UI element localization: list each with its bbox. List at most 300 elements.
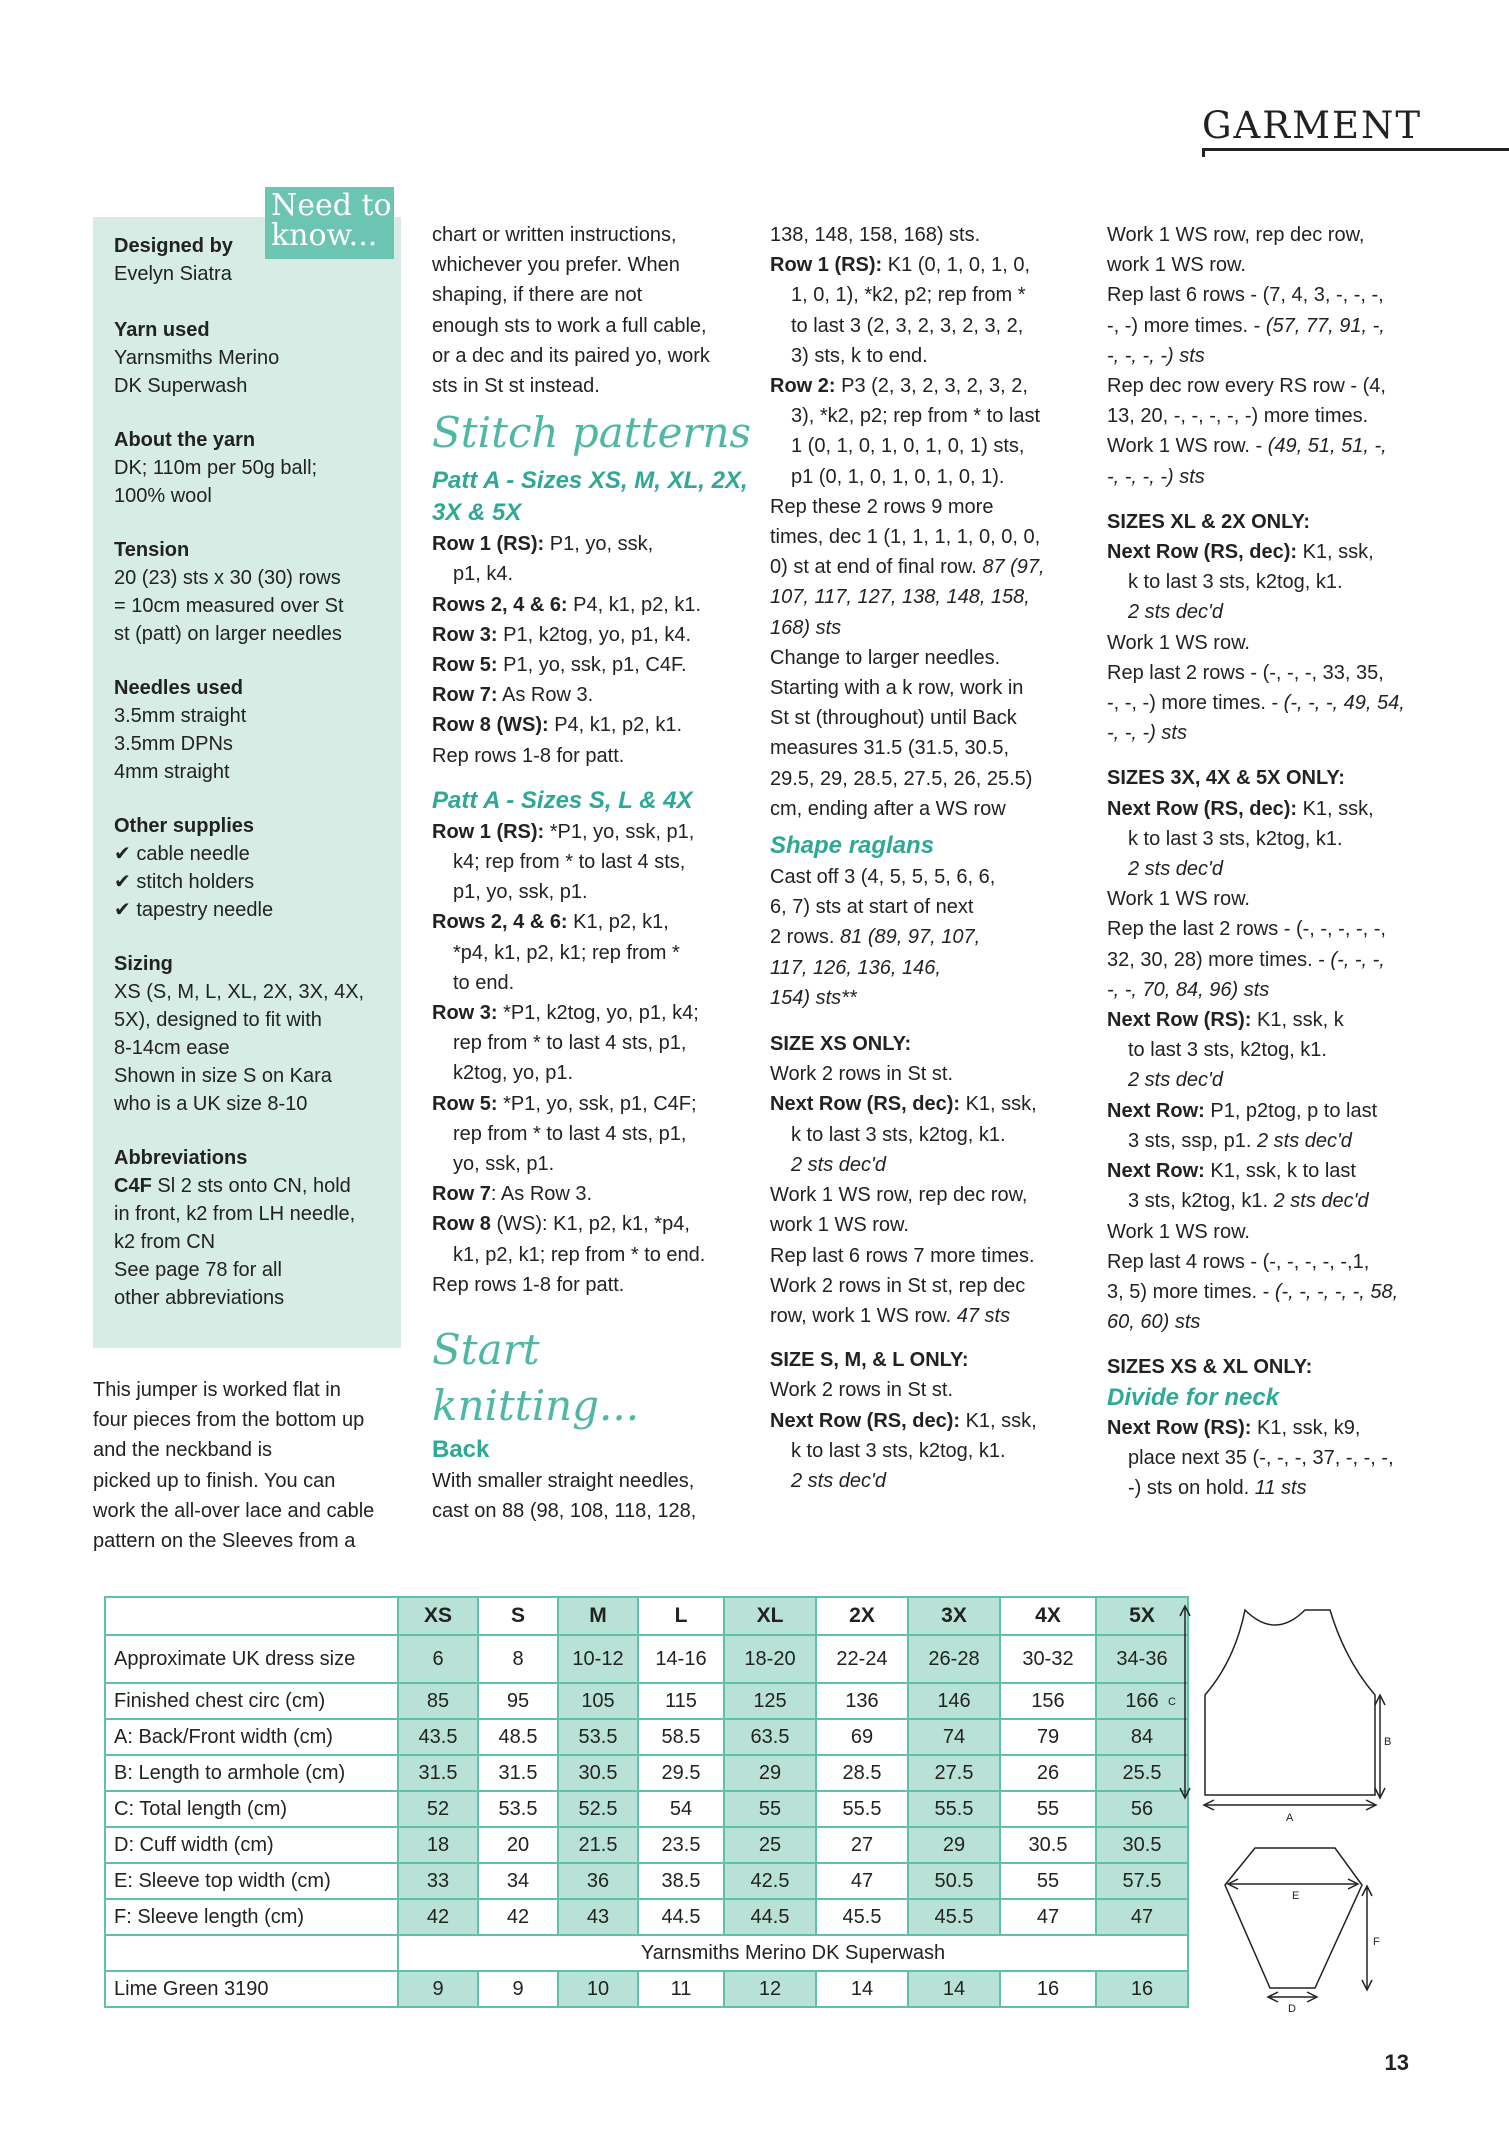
row-label: Next Row (RS, dec): [770, 1093, 961, 1116]
table-cell: 27 [816, 1827, 908, 1863]
table-cell: 27.5 [908, 1755, 1000, 1791]
row-header: D: Cuff width (cm) [105, 1827, 398, 1863]
table-cell: 22-24 [816, 1635, 908, 1683]
body-line: Change to larger needles. [770, 646, 1001, 669]
table-cell: 38.5 [638, 1863, 724, 1899]
tension-block [114, 536, 344, 648]
tension-value: = 10cm measured over St [114, 595, 344, 617]
table-cell: 31.5 [398, 1755, 478, 1791]
body-line: 0) st at end of final row. [770, 556, 983, 579]
row-text: p1, k4. [453, 563, 514, 586]
table-cell: 79 [1000, 1719, 1096, 1755]
body-line: Rep rows 1-8 for patt. [432, 744, 625, 767]
size-header: S [478, 1597, 558, 1635]
size-sml-heading: SIZE S, M, & L ONLY: [770, 1349, 969, 1372]
table-cell: 9 [478, 1971, 558, 2007]
body-line: -, -, -) more times. - [1107, 692, 1284, 715]
row-text: P1, yo, ssk, [544, 533, 654, 556]
body-line: Rep last 6 rows - (7, 4, 3, -, -, -, [1107, 284, 1384, 307]
designed-label: Designed by [114, 235, 233, 257]
intro-line: This jumper is worked flat in [93, 1379, 341, 1401]
table-cell: 57.5 [1096, 1863, 1188, 1899]
table-cell: 54 [638, 1791, 724, 1827]
row-text: P4, k1, p2, k1. [567, 593, 702, 616]
row-label: Next Row (RS, dec): [1107, 797, 1298, 820]
abbr-text: k2 from CN [114, 1231, 216, 1253]
label-b: B [1384, 1736, 1392, 1748]
row-label: Next Row: [1107, 1099, 1205, 1122]
table-cell: 14 [816, 1971, 908, 2007]
body-line: Work 1 WS row. - [1107, 435, 1268, 458]
row-text: k4; rep from * to last 4 sts, [453, 851, 686, 874]
body-line: Work 2 rows in St st. [770, 1063, 954, 1086]
table-cell: 29 [908, 1827, 1000, 1863]
row-text: K1, p2, k1, [567, 911, 669, 934]
row-text: k to last 3 sts, k2tog, k1. [1128, 571, 1343, 594]
row-label: Next Row (RS): [1107, 1009, 1252, 1032]
row-label: Row 1 (RS): [432, 533, 545, 556]
column-1 [432, 220, 752, 1527]
row-text: K1, ssk, k9, [1251, 1416, 1361, 1439]
table-row [105, 1755, 1188, 1791]
sizing-text: who is a UK size 8-10 [114, 1093, 308, 1115]
row-label: Row 3: [432, 623, 498, 646]
intro-line: pattern on the Sleeves from a [93, 1530, 356, 1553]
row-text: P1, p2tog, p to last [1204, 1099, 1378, 1122]
table-cell: 6 [398, 1635, 478, 1683]
table-cell: 48.5 [478, 1719, 558, 1755]
table-cell: 34-36 [1096, 1635, 1188, 1683]
about-label: About the yarn [114, 429, 256, 451]
body-line: 2 rows. [770, 926, 841, 949]
abbreviations-label: Abbreviations [114, 1147, 248, 1169]
row-label: Rows 2, 4 & 6: [432, 593, 568, 616]
table-cell: 52 [398, 1791, 478, 1827]
body-line: Rep dec row every RS row - (4, [1107, 375, 1386, 398]
body-line: measures 31.5 (31.5, 30.5, [770, 737, 1010, 760]
table-cell: 52.5 [558, 1791, 638, 1827]
row-text: K1, ssk, [960, 1093, 1037, 1116]
row-text: to last 3 (2, 3, 2, 3, 2, 3, 2, [791, 314, 1024, 337]
size-header: 2X [816, 1597, 908, 1635]
row-text: to end. [453, 971, 515, 994]
body-line: Work 1 WS row, rep dec row, [1107, 224, 1365, 246]
stitch-count: 87 (97, [982, 556, 1045, 579]
table-cell: 105 [558, 1683, 638, 1719]
table-cell: 85 [398, 1683, 478, 1719]
shape-raglans-heading: Shape raglans [770, 832, 935, 860]
table-cell: 18-20 [724, 1635, 816, 1683]
stitch-count: 2 sts dec'd [1273, 1190, 1369, 1213]
row-label: Row 5: [432, 654, 498, 677]
table-cell: 34 [478, 1863, 558, 1899]
row-text: 3 sts, ssp, p1. [1128, 1129, 1257, 1152]
row-header: A: Back/Front width (cm) [105, 1719, 398, 1755]
sizes-3x-heading: SIZES 3X, 4X & 5X ONLY: [1107, 767, 1345, 790]
table-cell: 95 [478, 1683, 558, 1719]
size-header: XL [724, 1597, 816, 1635]
table-cell: 30.5 [558, 1755, 638, 1791]
section-title: GARMENT [1202, 104, 1423, 147]
table-cell: 16 [1096, 1971, 1188, 2007]
size-xs-heading: SIZE XS ONLY: [770, 1033, 912, 1056]
body-line: 32, 30, 28) more times. - [1107, 948, 1331, 971]
table-cell: 115 [638, 1683, 724, 1719]
stitch-count: -, -, -, -) sts [1107, 344, 1205, 367]
start-knitting-heading: Start knitting... [432, 1325, 640, 1431]
row-text: P4, k1, p2, k1. [548, 714, 683, 737]
column-2 [770, 220, 1090, 1496]
table-cell: 20 [478, 1827, 558, 1863]
row-text: 3 sts, k2tog, k1. [1128, 1190, 1274, 1213]
row-text: yo, ssk, p1. [453, 1153, 555, 1176]
table-cell: 21.5 [558, 1827, 638, 1863]
supply-item: ✔ tapestry needle [114, 899, 274, 921]
table-row [105, 1827, 1188, 1863]
row-text: p1, yo, ssk, p1. [453, 881, 588, 904]
table-cell: 29.5 [638, 1755, 724, 1791]
table-cell: 14-16 [638, 1635, 724, 1683]
needles-label: Needles used [114, 677, 243, 699]
body-line: Rep the last 2 rows - (-, -, -, -, -, [1107, 918, 1386, 941]
sizing-text: XS (S, M, L, XL, 2X, 3X, 4X, [114, 981, 365, 1003]
table-row [105, 1635, 1188, 1683]
yarn-header: Yarnsmiths Merino DK Superwash [398, 1935, 1188, 1971]
row-text: 3) sts, k to end. [791, 344, 928, 367]
body-line: Work 1 WS row. [1107, 1220, 1250, 1243]
row-text: k1, p2, k1; rep from * to end. [453, 1243, 706, 1266]
page-number: 13 [1384, 2050, 1409, 2075]
body-line: Work 1 WS row. [1107, 631, 1250, 654]
table-cell: 25 [724, 1827, 816, 1863]
table-cell: 45.5 [816, 1899, 908, 1935]
row-text: *P1, yo, ssk, p1, [544, 820, 695, 843]
row-text: k2tog, yo, p1. [453, 1062, 574, 1085]
label-f: F [1373, 1936, 1380, 1948]
row-label: Row 1 (RS): [432, 820, 545, 843]
table-cell: 23.5 [638, 1827, 724, 1863]
about-value: DK; 110m per 50g ball; [114, 457, 318, 479]
row-header: F: Sleeve length (cm) [105, 1899, 398, 1935]
yarn-row [105, 1971, 1188, 2007]
table-cell: 30.5 [1000, 1827, 1096, 1863]
row-header: Lime Green 3190 [105, 1971, 398, 2007]
divide-for-neck-heading: Divide for neck [1107, 1383, 1280, 1411]
row-text: rep from * to last 4 sts, p1, [453, 1122, 687, 1145]
body-line: 6, 7) sts at start of next [770, 896, 974, 919]
abbr-text: Sl 2 sts onto CN, hold [151, 1175, 351, 1197]
body-line: St st (throughout) until Back [770, 707, 1017, 730]
row-label: Row 3: [432, 1002, 498, 1025]
intro-text [93, 1375, 413, 1556]
stitch-count: (-, -, -, [1330, 948, 1385, 971]
label-d: D [1288, 2003, 1296, 2015]
patt-a-heading: Patt A - Sizes XS, M, XL, 2X, 3X & 5X [432, 467, 748, 527]
table-row [105, 1899, 1188, 1935]
back-heading: Back [432, 1436, 490, 1464]
stitch-count: 2 sts dec'd [791, 1153, 886, 1176]
abbreviations-block [114, 1144, 355, 1312]
row-header: C: Total length (cm) [105, 1791, 398, 1827]
sizing-text: 5X), designed to fit with [114, 1009, 322, 1031]
body-line: -, -) more times. - [1107, 314, 1266, 337]
need-to-know-badge: Need to know... [265, 187, 394, 259]
stitch-count: (57, 77, 91, -, [1265, 314, 1385, 337]
table-row [105, 1791, 1188, 1827]
row-label: Row 7 [432, 1183, 491, 1206]
intro-line: picked up to finish. You can [93, 1469, 336, 1492]
sizes-xl-heading: SIZES XL & 2X ONLY: [1107, 510, 1311, 533]
row-label: Next Row (RS, dec): [1107, 541, 1298, 564]
body-line: times, dec 1 (1, 1, 1, 1, 0, 0, 0, [770, 526, 1041, 549]
row-text: P1, k2tog, yo, p1, k4. [497, 623, 692, 646]
body-line: 138, 148, 158, 168) sts. [770, 224, 981, 246]
row-text: k to last 3 sts, k2tog, k1. [791, 1123, 1006, 1146]
body-line: enough sts to work a full cable, [432, 314, 707, 337]
stitch-count: 2 sts dec'd [1128, 601, 1223, 624]
table-cell: 55.5 [816, 1791, 908, 1827]
table-cell: 63.5 [724, 1719, 816, 1755]
body-line: whichever you prefer. When [432, 254, 680, 277]
tension-value: st (patt) on larger needles [114, 623, 342, 645]
table-cell: 55 [724, 1791, 816, 1827]
body-line: 29.5, 29, 28.5, 27.5, 26, 25.5) [770, 767, 1033, 790]
body-outline [1205, 1610, 1375, 1795]
header-rule-tick [1202, 148, 1205, 157]
stitch-count: 2 sts dec'd [1128, 858, 1223, 881]
size-header: 3X [908, 1597, 1000, 1635]
row-label: Next Row (RS): [1107, 1416, 1252, 1439]
table-cell: 31.5 [478, 1755, 558, 1791]
table-cell: 74 [908, 1719, 1000, 1755]
body-line: 3, 5) more times. - [1107, 1280, 1275, 1303]
table-cell: 53.5 [558, 1719, 638, 1755]
table-cell: 156 [1000, 1683, 1096, 1719]
table-cell: 25.5 [1096, 1755, 1188, 1791]
table-cell: 26-28 [908, 1635, 1000, 1683]
table-cell: 55 [1000, 1791, 1096, 1827]
row-text: *P1, yo, ssk, p1, C4F; [497, 1092, 697, 1115]
size-table [104, 1596, 1189, 2008]
row-text: K1, ssk, [960, 1409, 1037, 1432]
body-line: work 1 WS row. [770, 1214, 909, 1237]
body-line: work 1 WS row. [1107, 254, 1246, 277]
body-line: or a dec and its paired yo, work [432, 344, 710, 367]
table-cell: 9 [398, 1971, 478, 2007]
row-text: P1, yo, ssk, p1, C4F. [497, 654, 687, 677]
size-header: XS [398, 1597, 478, 1635]
row-header: Approximate UK dress size [105, 1635, 398, 1683]
stitch-count: (-, -, -, -, -, 58, [1274, 1280, 1399, 1303]
body-line: 13, 20, -, -, -, -, -) more times. [1107, 405, 1369, 428]
table-cell: 30.5 [1096, 1827, 1188, 1863]
table-row [105, 1719, 1188, 1755]
table-cell: 42 [398, 1899, 478, 1935]
table-cell: 8 [478, 1635, 558, 1683]
body-line: Rep last 6 rows 7 more times. [770, 1244, 1035, 1267]
designer-block [114, 232, 233, 288]
row-text: *p4, k1, p2, k1; rep from * [453, 941, 680, 964]
body-line: Rep these 2 rows 9 more [770, 495, 994, 518]
row-text: 1, 0, 1), *k2, p2; rep from * [791, 284, 1026, 307]
row-label: Row 1 (RS): [770, 254, 883, 277]
yarn-label: Yarn used [114, 319, 210, 341]
row-text: K1, ssk, [1297, 541, 1374, 564]
size-header: 5X [1096, 1597, 1188, 1635]
row-text: -) sts on hold. [1128, 1476, 1255, 1499]
stitch-count: -, -, -) sts [1107, 722, 1187, 745]
row-header: B: Length to armhole (cm) [105, 1755, 398, 1791]
table-cell: 50.5 [908, 1863, 1000, 1899]
table-cell [105, 1597, 398, 1635]
label-c: C [1168, 1696, 1176, 1708]
sizes-xs-xl-heading: SIZES XS & XL ONLY: [1107, 1356, 1313, 1379]
table-cell: 58.5 [638, 1719, 724, 1755]
table-cell: 56 [1096, 1791, 1188, 1827]
table-cell: 43 [558, 1899, 638, 1935]
intro-line: and the neckband is [93, 1439, 273, 1462]
stitch-count: 60, 60) sts [1107, 1311, 1201, 1334]
row-text: K1, ssk, k [1251, 1009, 1344, 1032]
table-cell: 42.5 [724, 1863, 816, 1899]
row-header: Finished chest circ (cm) [105, 1683, 398, 1719]
stitch-count: 2 sts dec'd [1256, 1129, 1352, 1152]
body-line: row, work 1 WS row. [770, 1304, 957, 1327]
column-3 [1107, 220, 1437, 1503]
table-cell: 47 [1096, 1899, 1188, 1935]
table-cell: 55.5 [908, 1791, 1000, 1827]
row-label: Row 8 [432, 1213, 491, 1236]
body-line: Work 2 rows in St st. [770, 1379, 954, 1402]
table-cell: 28.5 [816, 1755, 908, 1791]
row-text: K1, ssk, k to last [1204, 1160, 1356, 1183]
row-label: Rows 2, 4 & 6: [432, 911, 568, 934]
table-cell: 45.5 [908, 1899, 1000, 1935]
body-line: cast on 88 (98, 108, 118, 128, [432, 1500, 697, 1523]
size-header: 4X [1000, 1597, 1096, 1635]
size-header: M [558, 1597, 638, 1635]
about-value: 100% wool [114, 485, 212, 507]
yarn-header-row [105, 1935, 1188, 1971]
table-cell: 146 [908, 1683, 1000, 1719]
body-line: Cast off 3 (4, 5, 5, 5, 6, 6, [770, 866, 996, 889]
body-line: Work 1 WS row. [1107, 888, 1250, 911]
table-cell: 30-32 [1000, 1635, 1096, 1683]
yarn-block [114, 316, 279, 400]
row-text: K1, ssk, [1297, 797, 1374, 820]
stitch-count: -, -, 70, 84, 96) sts [1107, 978, 1270, 1001]
needle-item: 3.5mm straight [114, 705, 247, 727]
row-text: As Row 3. [497, 684, 594, 707]
table-cell: 53.5 [478, 1791, 558, 1827]
table-cell: 11 [638, 1971, 724, 2007]
table-cell: 69 [816, 1719, 908, 1755]
table-cell: 47 [1000, 1899, 1096, 1935]
row-text: (WS): K1, p2, k1, *p4, [490, 1213, 690, 1236]
stitch-count: 107, 117, 127, 138, 148, 158, [770, 586, 1030, 609]
table-row [105, 1683, 1188, 1719]
header-rule [1202, 148, 1509, 151]
yarn-value: DK Superwash [114, 375, 248, 397]
stitch-count: 117, 126, 136, 146, [770, 956, 941, 979]
table-cell: 10 [558, 1971, 638, 2007]
table-cell: 10-12 [558, 1635, 638, 1683]
table-cell: 47 [816, 1863, 908, 1899]
intro-line: four pieces from the bottom up [93, 1409, 365, 1432]
stitch-count: 2 sts dec'd [1128, 1069, 1223, 1092]
abbr-term: C4F [114, 1175, 152, 1197]
row-text: to last 3 sts, k2tog, k1. [1128, 1039, 1327, 1062]
label-e: E [1292, 1890, 1300, 1902]
abbr-text: in front, k2 from LH needle, [114, 1203, 356, 1225]
body-line: sts in St st instead. [432, 375, 600, 398]
table-cell: 33 [398, 1863, 478, 1899]
table-cell: 84 [1096, 1719, 1188, 1755]
row-text: *P1, k2tog, yo, p1, k4; [497, 1002, 699, 1025]
sizing-text: Shown in size S on Kara [114, 1065, 332, 1087]
stitch-count: -, -, -, -) sts [1107, 465, 1205, 488]
body-line: chart or written instructions, [432, 224, 677, 246]
body-line: cm, ending after a WS row [770, 797, 1006, 820]
supply-item: ✔ stitch holders [114, 871, 255, 893]
row-text: k to last 3 sts, k2tog, k1. [1128, 827, 1343, 850]
patt-a-alt-heading: Patt A - Sizes S, L & 4X [432, 786, 693, 814]
table-cell: 14 [908, 1971, 1000, 2007]
stitch-count: (49, 51, 51, -, [1267, 435, 1387, 458]
row-text: p1 (0, 1, 0, 1, 0, 1, 0, 1). [791, 465, 1005, 488]
row-text: 3), *k2, p2; rep from * to last [791, 405, 1040, 428]
row-label: Row 2: [770, 375, 836, 398]
tension-value: 20 (23) sts x 30 (30) rows [114, 567, 341, 589]
intro-line: work the all-over lace and cable [93, 1499, 375, 1522]
body-line: With smaller straight needles, [432, 1470, 695, 1493]
table-cell: 55 [1000, 1863, 1096, 1899]
table-cell: 18 [398, 1827, 478, 1863]
row-header: E: Sleeve top width (cm) [105, 1863, 398, 1899]
supplies-label: Other supplies [114, 815, 255, 837]
row-label: Next Row (RS, dec): [770, 1409, 961, 1432]
stitch-count: 154) sts** [770, 986, 857, 1009]
table-cell: 44.5 [638, 1899, 724, 1935]
needle-item: 4mm straight [114, 761, 230, 783]
row-text: rep from * to last 4 sts, p1, [453, 1032, 687, 1055]
body-line: Rep last 4 rows - (-, -, -, -, -,1, [1107, 1250, 1370, 1273]
table-cell: 29 [724, 1755, 816, 1791]
row-label: Row 5: [432, 1092, 498, 1115]
row-label: Row 8 (WS): [432, 714, 549, 737]
stitch-count: 47 sts [956, 1304, 1011, 1327]
table-cell: 44.5 [724, 1899, 816, 1935]
body-line: Rep rows 1-8 for patt. [432, 1273, 625, 1296]
table-cell: 125 [724, 1683, 816, 1719]
row-text: place next 35 (-, -, -, 37, -, -, -, [1128, 1446, 1394, 1469]
stitch-count: 11 sts [1254, 1476, 1307, 1499]
row-text: 1 (0, 1, 0, 1, 0, 1, 0, 1) sts, [791, 435, 1025, 458]
table-row [105, 1863, 1188, 1899]
tension-label: Tension [114, 539, 190, 561]
sizing-label: Sizing [114, 953, 173, 975]
table-cell [105, 1935, 398, 1971]
about-yarn-block [114, 426, 317, 510]
table-cell: 136 [816, 1683, 908, 1719]
yarn-value: Yarnsmiths Merino [114, 347, 280, 369]
label-a: A [1286, 1812, 1294, 1824]
body-line: Work 1 WS row, rep dec row, [770, 1184, 1028, 1207]
garment-schematic [1170, 1600, 1392, 2020]
row-text: k to last 3 sts, k2tog, k1. [791, 1439, 1006, 1462]
stitch-count: 2 sts dec'd [791, 1469, 886, 1492]
row-label: Row 7: [432, 684, 498, 707]
